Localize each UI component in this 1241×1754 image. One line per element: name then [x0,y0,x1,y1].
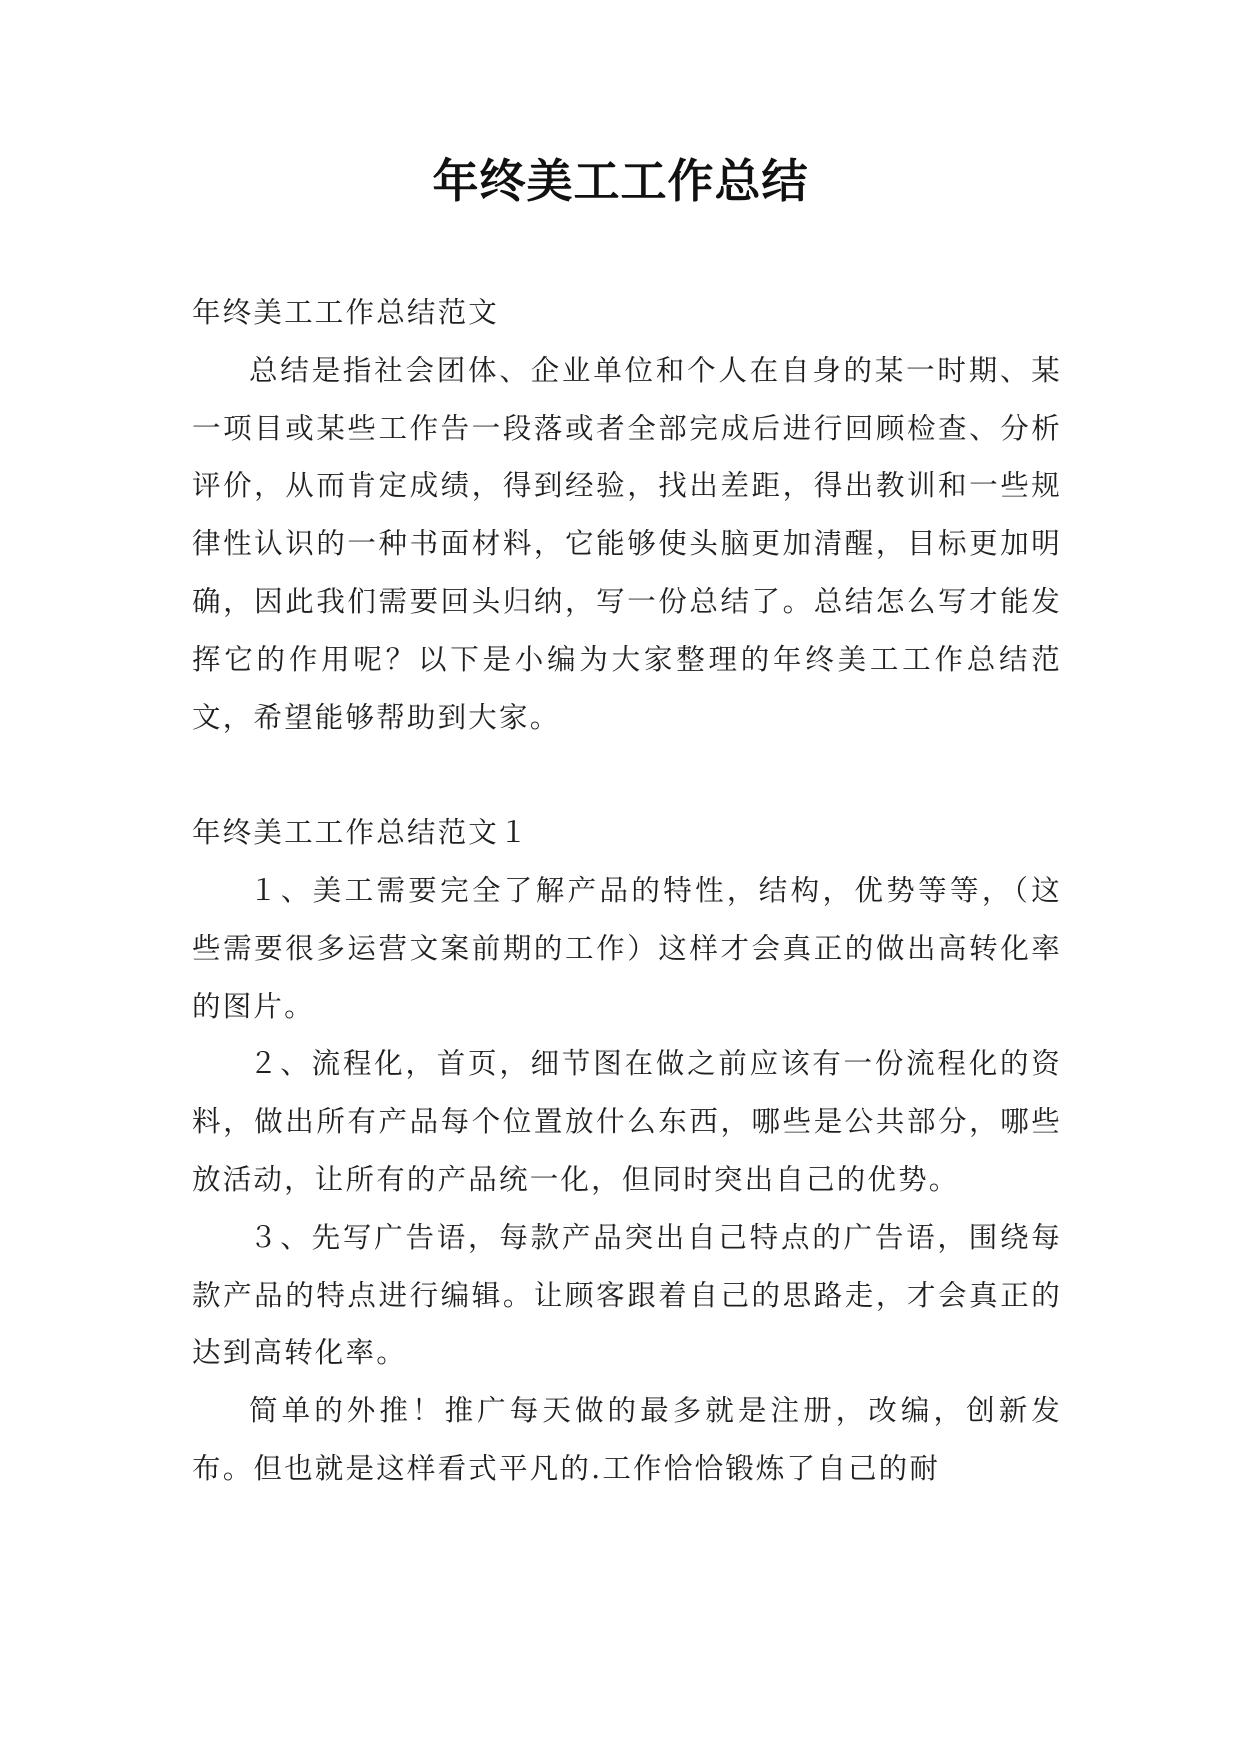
body-paragraph: ３、先写广告语，每款产品突出自己特点的广告语，围绕每款产品的特点进行编辑。让顾客跟着自己的思路走，才会真正的达到高转化率。 [192,1220,1062,1370]
section-heading: 年终美工工作总结范文１ [192,816,530,850]
document-subtitle: 年终美工工作总结范文 [192,296,500,329]
body-paragraph: １、美工需要完全了解产品的特性，结构，优势等等，（这些需要很多运营文案前期的工作）这样才会真正的做出高转化率的图片。 [192,873,1062,1023]
body-paragraph: ２、流程化，首页，细节图在做之前应该有一份流程化的资料，做出所有产品每个位置放什么东西，哪些是公共部分，哪些放活动，让所有的产品统一化，但同时突出自己的优势。 [192,1047,1062,1196]
section-spacer [192,746,1062,804]
document-body [192,284,1062,1498]
body-paragraph: 简单的外推！推广每天做的最多就是注册，改编，创新发布。但也就是这样看式平凡的.工作恰恰锻炼了自己的耐 [192,1394,1062,1485]
document-title: 年终美工工作总结 [432,154,809,208]
intro-paragraph: 总结是指社会团体、企业单位和个人在自身的某一时期、某一项目或某些工作告一段落或者全部完成后进行回顾检查、分析评价，从而肯定成绩，得到经验，找出差距，得出教训和一些规律性认识的一种书面材料，它能够使头脑更加清醒，目标更加明确，因此我们需要回头归纳，写一份总结了。总结怎么写才能发挥它的作用呢？以下是小编为大家整理的年终美工工作总结范文，希望能够帮助到大家。 [192,353,1062,734]
